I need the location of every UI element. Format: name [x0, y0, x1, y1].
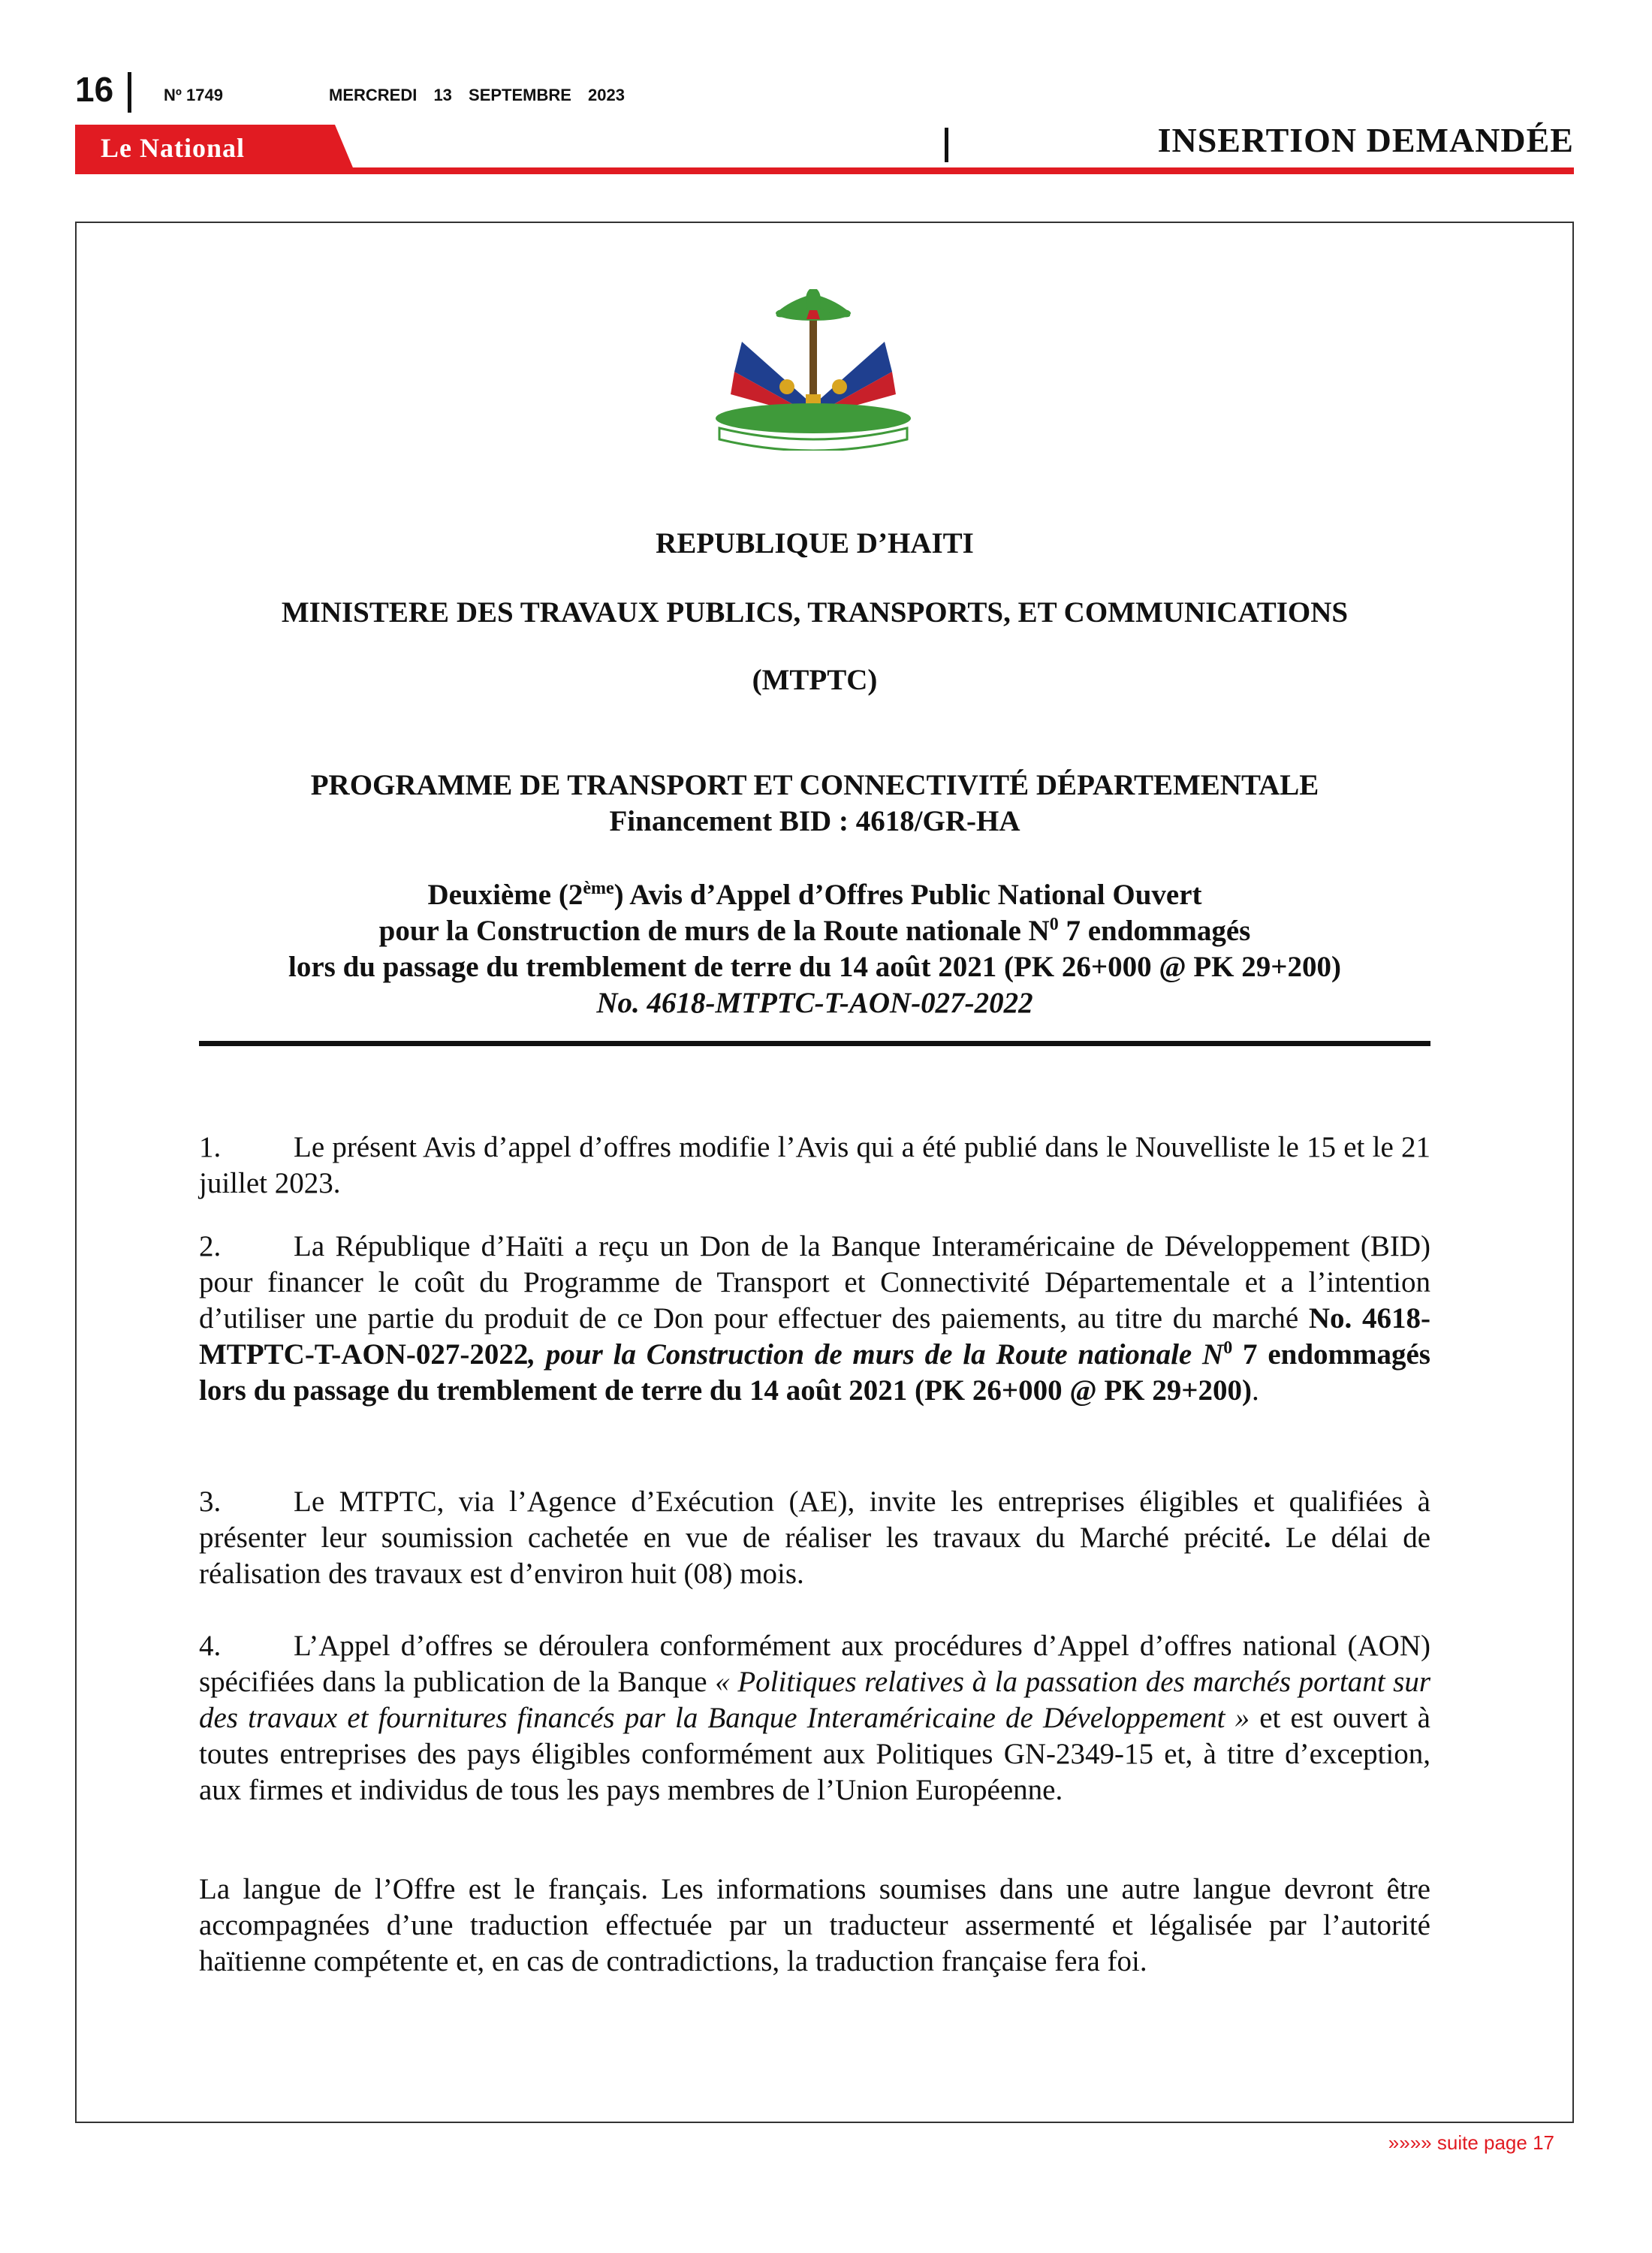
paragraph-5: La langue de l’Offre est le français. Les informations soumises dans une autre langue devront être accompagnées d’une traduction effectuée par un traducteur assermenté et légalisée par l’autorité haïtienne compétente et, en cas de contradictions, la traduction française fera foi.: [199, 1873, 1430, 1977]
paragraph-1: 1. Le présent Avis d’appel d’offres modifie l’Avis qui a été publié dans le Nouvelliste le 15 et le 21 juillet 2023.: [199, 1131, 1430, 1199]
program-block: [199, 768, 1430, 840]
avis-line-3: lors du passage du tremblement de terre du 14 août 2021 (PK 26+000 @ PK 29+200): [288, 951, 1341, 983]
newspaper-logo: Le National: [101, 133, 246, 163]
page-number: 16: [75, 70, 114, 109]
ministry-abbr: (MTPTC): [752, 664, 878, 696]
haiti-coat-of-arms-icon: [697, 289, 930, 451]
program-title: PROGRAMME DE TRANSPORT ET CONNECTIVITÉ DÉPARTEMENTALE: [310, 769, 1319, 801]
header-divider: [128, 72, 131, 113]
paragraph-4: 4. L’Appel d’offres se déroulera conformément aux procédures d’Appel d’offres national (AON) spécifiées dans la publication de la Banque « Politiques relatives à la passation des marchés portant sur des travaux et fournitures financés par la Banque Interaméricaine de Développement » et est ouvert à toutes entreprises des pays éligibles conformément aux Politiques GN-2349-15 et, à titre d’exception, aux firmes et individus de tous les pays membres de l’Union Européenne.: [199, 1630, 1430, 1806]
section-divider: [945, 128, 948, 162]
avis-block: [199, 877, 1430, 1021]
continued-link[interactable]: »»»» suite page 17: [1388, 2131, 1554, 2154]
title-rule: [199, 1041, 1430, 1046]
issue-date: MERCREDI 13 SEPTEMBRE 2023: [329, 86, 625, 104]
section-title: INSERTION DEMANDÉE: [1157, 121, 1574, 159]
financing-line: Financement BID : 4618/GR-HA: [609, 805, 1020, 837]
country-title: REPUBLIQUE D’HAITI: [656, 527, 974, 559]
avis-line-2: pour la Construction de murs de la Route nationale $N^0$ 7 endommagés: [378, 915, 1251, 947]
header-rule: [75, 167, 1574, 174]
paragraph-2: 2. La République d’Haïti a reçu un Don de la Banque Interaméricaine de Développement (BID) pour financer le coût du Programme de Transport et Connectivité Départementale et a l’intention d’utiliser une partie du produit de ce Don pour effectuer des paiements, au titre du marché No. 4618-MTPTC-T-AON-027-2022, pour la Construction de murs de la Route nationale $N^0$ 7 endommagés lors du passage du tremblement de terre du 14 août 2021 (PK 26+000 @ PK 29+200).: [199, 1230, 1430, 1407]
issue-number: Nº 1749: [164, 86, 223, 104]
reference-number: No. 4618-MTPTC-T-AON-027-2022: [596, 987, 1033, 1019]
paragraph-3: 3. Le MTPTC, via l’Agence d’Exécution (AE), invite les entreprises éligibles et qualifiées à présenter leur soumission cachetée en vue de réaliser les travaux du Marché précité. Le délai de réalisation des travaux est d’environ huit (08) mois.: [199, 1485, 1431, 1590]
avis-line-1: Deuxième (2ème) Avis d’Appel d’Offres Public National Ouvert: [427, 879, 1202, 911]
ministry-title: MINISTERE DES TRAVAUX PUBLICS, TRANSPORTS, ET COMMUNICATIONS: [281, 596, 1349, 629]
